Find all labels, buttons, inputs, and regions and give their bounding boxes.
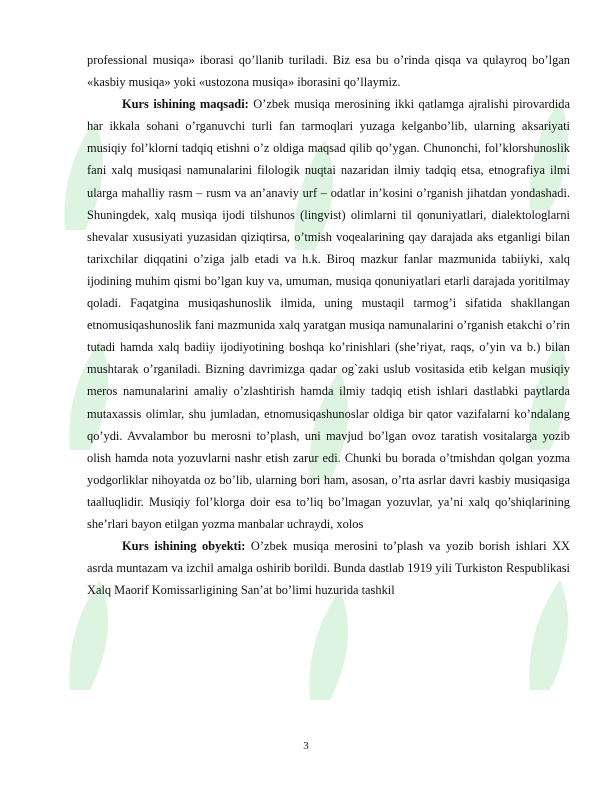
page-number: 3 (303, 740, 309, 752)
paragraph-intro (87, 49, 570, 93)
section-heading-purpose: Kurs ishining maqsadi: (122, 97, 249, 112)
paragraph-text: O’zbek musiqa merosini to’plash va yozib borish ishlari XX asrda muntazam va izchil amalga oshirib borildi. Bunda dastlab 1919 yili Turkiston Respublikasi Xalq Maorif Komissarligining San’at bo’limi huzurida tashkil (87, 539, 570, 598)
paragraph-text: professional musiqa» iborasi qo’llanib turiladi. Biz esa bu o’rinda qisqa va qulayroq bo’lgan «kasbiy musiqa» yoki «ustozona musiqa» iborasini qo’llaymiz. (87, 53, 570, 90)
section-heading-object: Kurs ishining obyekti: (122, 539, 246, 554)
paragraph-purpose (87, 93, 570, 535)
paragraph-text: O’zbek musiqa merosining ikki qatlamga ajralishi pirovardida har ikkala sohani o’rganuvchi turli fan tarmoqlari yuzaga kelganbo’lib, ularning aksariyati musiqiy fol’klorni tadqiq etishni o’z oldiga maqsad qilib qo’ygan. Chunonchi, fol’klorshunoslik fani xalq musiqasi namunalarini filologik nuqtai nazaridan ilmiy tadqiq etsa, etnografiya ilmi ularga mahalliy rasm – rusm va an’anaviy urf – odatlar in’kosini o’rganish jihatdan yondashadi. Shuningdek, xalq musiqa ijodi tilshunos (lingvist) olimlarni til qonuniyatlari, dialektologlarni shevalar xususiyati yuzasidan qiziqtirsa, o’tmish voqealarining qay darajada aks etganligi bilan tarixchilar diqqatini o’ziga jalb etadi va h.k. Biroq mazkur fanlar mazmunida tabiiyki, xalq ijodining muhim qismi bo’lgan kuy va, umuman, musiqa qonuniyatlari etarli darajada yoritilmay qoladi. Faqatgina musiqashunoslik ilmida, uning mustaqil tarmog’i sifatida shakllangan etnomusiqashunoslik fani mazmunida xalq yaratgan musiqa namunalarini o’rganish etakchi o’rin tutadi hamda xalq badiiy ijodiyotining boshqa ko’rinishlari (she’riyat, raqs, o’yin va b.) bilan mushtarak o’rganiladi. Bizning davrimizga qadar og`zaki uslub vositasida etib kelgan musiqiy meros namunalarini amaliy o’zlashtirish hamda ilmiy tadqiq etish ishlari dastlabki paytlarda mutaxassis olimlar, shu jumladan, etnomusiqashunoslar oldiga bir qator vazifalarni ko’ndalang qo’ydi. Avvalambor bu merosni to’plash, uni mavjud bo’lgan ovoz taratish vositalarga yozib olish hamda nota yozuvlarni nashr etish zarur edi. Chunki bu borada o’tmishdan qolgan yozma yodgorliklar nihoyatda oz bo’lib, ularning bori ham, asosan, o’rta asrlar davri kasbiy musiqasiga taalluqlidir. Musiqiy fol’klorga doir esa to’liq bo’lmagan yozuvlar, ya’ni xalq qo’shiqlarining she’rlari bayon etilgan yozma manbalar uchraydi, xolos (87, 97, 571, 531)
body-text (87, 49, 570, 601)
paragraph-object (87, 535, 570, 601)
